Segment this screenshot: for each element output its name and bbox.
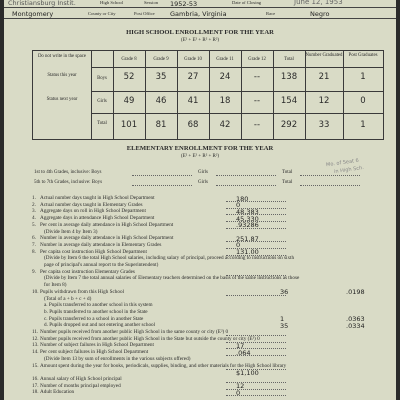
total-graduated: 33 bbox=[318, 120, 330, 130]
item-text: b. Pupils transferred to another school in the State bbox=[44, 308, 148, 315]
row-label-girls: Girls bbox=[97, 99, 107, 104]
elem-row-2-total: Total bbox=[282, 180, 293, 185]
item-text: for Item 8) bbox=[44, 282, 67, 289]
item-text: Number of subject failures in High School Department bbox=[40, 342, 154, 349]
item-number: 3. bbox=[32, 208, 36, 215]
item-value: 0 bbox=[236, 388, 241, 397]
item-number: 5. bbox=[32, 221, 36, 228]
closing-label: Date of Closing bbox=[232, 0, 262, 5]
total-total: 292 bbox=[280, 120, 298, 130]
item-value: 0 bbox=[236, 201, 241, 210]
session-value: 1952-53 bbox=[170, 0, 198, 8]
item-text: Aggregate days on roll in High School Department bbox=[40, 208, 146, 215]
item-text: Adult Education bbox=[40, 389, 75, 396]
col-graduated: Number Graduated bbox=[305, 53, 343, 58]
item-text: Number in average daily attendance in Elementary Grades bbox=[40, 241, 162, 248]
item-number: 18. bbox=[32, 389, 39, 396]
item-text: (Divide Item 13 by sum of enrollments in the various subjects offered) bbox=[44, 355, 191, 362]
girls-grade-12: -- bbox=[253, 96, 261, 106]
race-value: Negro bbox=[310, 10, 330, 18]
item-text: Pupils withdrawn from this High School bbox=[40, 288, 125, 295]
post-office-label: Post Office bbox=[134, 11, 155, 16]
item-text: (Divide by Item 7 the total annual salaries of Elementary teachers determined on the basis of the same instructions as those bbox=[44, 275, 300, 282]
item-number: 11. bbox=[32, 329, 39, 335]
boys-grade-8: 52 bbox=[123, 72, 135, 82]
boys-grade-11: 24 bbox=[219, 72, 231, 82]
item-text: Per capita cost instruction Elementary Grades bbox=[40, 268, 135, 275]
item-percent: .0198 bbox=[346, 288, 365, 297]
item-value: 48,383 bbox=[236, 207, 259, 216]
hs-enrollment-title: HIGH SCHOOL ENROLLMENT FOR THE YEAR bbox=[126, 29, 274, 36]
item-text: Aggregate days in attendance High School Department bbox=[40, 215, 155, 222]
item-value: 1 bbox=[280, 315, 285, 324]
item-text: Number pupils received from another public High School in the State but outside the county or city (E²) 0 bbox=[40, 335, 260, 342]
item-number: 14. bbox=[32, 349, 39, 356]
boys-post-graduates: 1 bbox=[360, 72, 366, 82]
item-value: 180 bbox=[236, 194, 249, 203]
total-grade-10: 68 bbox=[187, 120, 199, 130]
boys-total: 138 bbox=[280, 72, 298, 82]
item-number: 2. bbox=[32, 201, 36, 208]
item-number: 8. bbox=[32, 248, 36, 255]
item-percent: .0363 bbox=[346, 315, 365, 324]
item-text: Per cent subject failures in High School Department bbox=[40, 349, 149, 356]
col-grade-11: Grade 11 bbox=[216, 57, 234, 62]
row-label-total: Total bbox=[97, 121, 107, 126]
col-status-next-year: Status next year bbox=[46, 97, 78, 102]
county-label: County or City bbox=[88, 11, 116, 16]
total-grade-11: 42 bbox=[219, 120, 231, 130]
item-number: 7. bbox=[32, 241, 36, 248]
girls-grade-8: 49 bbox=[123, 96, 135, 106]
item-number: 15. bbox=[32, 362, 39, 369]
item-value: 0 bbox=[236, 241, 241, 250]
item-text: Actual number days taught in Elementary Grades bbox=[40, 201, 143, 208]
item-value: 131.00 bbox=[236, 248, 259, 257]
item-value: 251.87 bbox=[236, 234, 259, 243]
item-text: Amount spent during the year for books, periodicals, supplies, binding, and other materials for the High School library bbox=[40, 362, 287, 369]
item-value: 36 bbox=[280, 288, 289, 297]
item-value: 17 bbox=[236, 341, 245, 350]
elem-row-1-girls: Girls bbox=[198, 170, 208, 175]
item-text: Per capita cost instruction High School Department bbox=[40, 248, 147, 255]
header-rule-2 bbox=[4, 18, 396, 19]
margin-note: Mo. of Seat 6 bbox=[325, 157, 360, 169]
elem-row-1-total: Total bbox=[282, 170, 293, 175]
item-text: c. Pupils transferred to a school in another State bbox=[44, 315, 144, 322]
elem-row-2-label: 5th to 7th Grades, inclusive: Boys bbox=[34, 180, 103, 185]
girls-grade-9: 46 bbox=[155, 96, 167, 106]
item-text: Number of months principal employed bbox=[40, 382, 121, 389]
item-number: 17. bbox=[32, 382, 39, 389]
total-grade-8: 101 bbox=[120, 120, 138, 130]
item-text: page of principal's annual report to the Superintendent) bbox=[44, 262, 159, 268]
total-grade-12: -- bbox=[253, 120, 261, 130]
item-text: Number pupils received from another public High School in the same county or city (E²) 0 bbox=[40, 329, 229, 335]
item-value: .064 bbox=[236, 348, 251, 357]
elem-row-2-girls: Girls bbox=[198, 180, 208, 185]
item-text: Annual salary of High School principal bbox=[40, 375, 122, 382]
boys-grade-12: -- bbox=[253, 72, 261, 82]
post-office-value: Gambria, Virginia bbox=[170, 10, 227, 18]
item-number: 13. bbox=[32, 342, 39, 349]
margin-note-2: in High Sch. bbox=[333, 164, 365, 176]
item-number: 9. bbox=[32, 268, 36, 275]
elem-enrollment-title: ELEMENTARY ENROLLMENT FOR THE YEAR bbox=[126, 145, 274, 152]
enrollment-report-page bbox=[4, 0, 396, 400]
item-value: 35 bbox=[280, 321, 289, 330]
elem-row-1-label: 1st to 4th Grades, inclusive: Boys bbox=[34, 170, 102, 175]
item-number: 10. bbox=[32, 288, 39, 295]
boys-grade-10: 27 bbox=[187, 72, 199, 82]
race-label: Race bbox=[266, 11, 276, 16]
girls-graduated: 12 bbox=[318, 96, 330, 106]
hs-enrollment-table bbox=[32, 50, 384, 140]
col-do-not-write: Do not write in the space bbox=[37, 54, 87, 59]
row-label-boys: Boys bbox=[97, 76, 107, 81]
closing-date: June 12, 1953 bbox=[294, 0, 343, 6]
elem-enrollment-formula: (E² + E² + R² + R²) bbox=[180, 154, 220, 159]
item-value: $1,100 bbox=[236, 368, 259, 377]
item-number: 16. bbox=[32, 375, 39, 382]
col-status-this-year: Status this year bbox=[47, 73, 77, 78]
school-type-label: High School bbox=[100, 0, 124, 5]
item-text: d. Pupils dropped out and not entering another school bbox=[44, 322, 156, 329]
item-percent: .0334 bbox=[346, 321, 365, 330]
item-text: Number in average daily attendance in High School Department bbox=[40, 235, 174, 242]
col-total: Total bbox=[284, 57, 294, 62]
total-post-graduates: 1 bbox=[360, 120, 366, 130]
county-value: Montgomery bbox=[12, 10, 54, 18]
col-post-graduates: Post Graduates bbox=[348, 53, 378, 58]
item-value: 45,330 bbox=[236, 214, 259, 223]
girls-grade-11: 18 bbox=[219, 96, 231, 106]
girls-total: 154 bbox=[280, 96, 298, 106]
total-grade-9: 81 bbox=[155, 120, 167, 130]
boys-grade-9: 35 bbox=[155, 72, 167, 82]
item-text: (Divide by Item 6 the total High School salaries, including salary of principal, proceed according to instructions on sixth bbox=[44, 255, 295, 262]
item-value: 12 bbox=[236, 382, 245, 391]
session-label: Session bbox=[144, 0, 159, 5]
header-rule bbox=[4, 7, 396, 8]
girls-post-graduates: 0 bbox=[360, 96, 366, 106]
item-number: 4. bbox=[32, 215, 36, 222]
hs-enrollment-formula: (E² + E² + R² + R²) bbox=[180, 38, 220, 43]
col-grade-9: Grade 9 bbox=[153, 57, 169, 62]
boys-graduated: 21 bbox=[318, 72, 330, 82]
item-number: 12. bbox=[32, 335, 39, 342]
col-grade-8: Grade 8 bbox=[121, 57, 137, 62]
col-grade-10: Grade 10 bbox=[184, 57, 202, 62]
item-number: 1. bbox=[32, 195, 36, 201]
item-text: Actual number days taught in High School Department bbox=[40, 195, 155, 201]
item-value: .93286 bbox=[236, 221, 259, 230]
col-grade-12: Grade 12 bbox=[248, 57, 266, 62]
item-text: Per cent in average daily attendance in High School Department bbox=[40, 221, 174, 228]
item-text: a. Pupils transferred to another school in this system bbox=[44, 302, 153, 309]
item-text: (Total of a + b + c + d) bbox=[44, 295, 92, 302]
item-number: 6. bbox=[32, 235, 36, 242]
girls-grade-10: 41 bbox=[187, 96, 199, 106]
item-text: (Divide Item 4 by Item 3) bbox=[44, 228, 98, 235]
school-name: Christiansburg Instit. bbox=[8, 0, 76, 7]
